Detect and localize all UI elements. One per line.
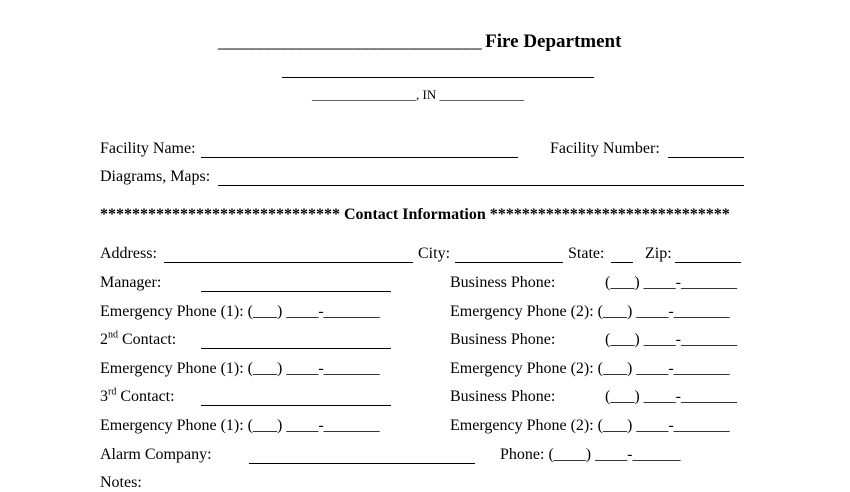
manager-business-phone-label: Business Phone: bbox=[450, 274, 556, 291]
state-field[interactable] bbox=[611, 262, 633, 263]
second-contact-suffix: nd bbox=[108, 329, 118, 341]
manager-emergency-1-row bbox=[100, 303, 380, 321]
zip-field[interactable] bbox=[675, 262, 741, 263]
second-emergency-1-row bbox=[100, 360, 380, 378]
third-contact-text: Contact: bbox=[116, 388, 175, 405]
department-title bbox=[218, 31, 621, 53]
second-emergency-2-label: Emergency Phone (2): bbox=[450, 360, 594, 377]
address-field[interactable] bbox=[164, 262, 413, 263]
facility-name-label: Facility Name: bbox=[100, 140, 196, 157]
alarm-phone-field[interactable]: (____) ____-______ bbox=[548, 446, 681, 463]
diagrams-maps-field[interactable] bbox=[218, 185, 744, 186]
third-emergency-1-field[interactable]: (___) ____-_______ bbox=[247, 417, 380, 434]
third-emergency-2-row bbox=[450, 417, 730, 435]
second-contact-text: Contact: bbox=[118, 331, 177, 348]
diagrams-maps-label: Diagrams, Maps: bbox=[100, 168, 211, 185]
header-state: , IN bbox=[416, 87, 437, 102]
third-emergency-1-row bbox=[100, 417, 380, 435]
third-emergency-2-label: Emergency Phone (2): bbox=[450, 417, 594, 434]
second-emergency-1-label: Emergency Phone (1): bbox=[100, 360, 244, 377]
manager-emergency-2-label: Emergency Phone (2): bbox=[450, 303, 594, 320]
third-business-phone-field[interactable]: (___) ____-_______ bbox=[605, 388, 737, 405]
address-label: Address: bbox=[100, 245, 157, 262]
manager-emergency-2-field[interactable]: (___) ____-_______ bbox=[597, 303, 730, 320]
city-label: City: bbox=[418, 245, 451, 262]
second-emergency-2-row bbox=[450, 360, 730, 378]
second-business-phone-label: Business Phone: bbox=[450, 331, 556, 348]
manager-field[interactable] bbox=[201, 291, 391, 292]
department-suffix: Fire Department bbox=[485, 31, 622, 52]
third-business-phone-label: Business Phone: bbox=[450, 388, 556, 405]
city-field[interactable] bbox=[455, 262, 563, 263]
notes-label: Notes: bbox=[100, 474, 142, 491]
third-contact-label bbox=[100, 388, 175, 406]
manager-emergency-1-field[interactable]: (___) ____-_______ bbox=[247, 303, 380, 320]
second-emergency-1-field[interactable]: (___) ____-_______ bbox=[247, 360, 380, 377]
alarm-company-label: Alarm Company: bbox=[100, 446, 212, 463]
third-contact-field[interactable] bbox=[201, 405, 391, 406]
zip-label: Zip: bbox=[645, 245, 672, 262]
contact-info-heading bbox=[100, 206, 730, 224]
third-emergency-1-label: Emergency Phone (1): bbox=[100, 417, 244, 434]
manager-business-phone-field[interactable]: (___) ____-_______ bbox=[605, 274, 737, 291]
department-name-field[interactable]: ________________________________ bbox=[218, 31, 481, 52]
alarm-phone-label: Phone: bbox=[500, 446, 545, 463]
second-contact-field[interactable] bbox=[201, 348, 391, 349]
stars-left: ****************************** bbox=[100, 206, 340, 223]
header-zip-field[interactable]: _____________ bbox=[439, 87, 524, 102]
third-contact-suffix: rd bbox=[108, 386, 117, 398]
third-contact-number: 3 bbox=[100, 388, 108, 405]
manager-emergency-1-label: Emergency Phone (1): bbox=[100, 303, 244, 320]
manager-label: Manager: bbox=[100, 274, 162, 291]
second-contact-label bbox=[100, 331, 176, 349]
state-label: State: bbox=[568, 245, 605, 262]
header-city-state-zip bbox=[312, 87, 524, 103]
stars-right: ****************************** bbox=[489, 206, 730, 223]
facility-number-label: Facility Number: bbox=[550, 140, 660, 157]
facility-name-field[interactable] bbox=[201, 157, 518, 158]
alarm-phone-row bbox=[500, 446, 680, 464]
second-emergency-2-field[interactable]: (___) ____-_______ bbox=[597, 360, 730, 377]
header-city-field[interactable]: ________________ bbox=[312, 87, 416, 102]
manager-emergency-2-row bbox=[450, 303, 730, 321]
facility-number-field[interactable] bbox=[668, 157, 744, 158]
contact-info-title: Contact Information bbox=[344, 206, 486, 223]
second-business-phone-field[interactable]: (___) ____-_______ bbox=[605, 331, 737, 348]
alarm-company-field[interactable] bbox=[249, 463, 475, 464]
header-address-line[interactable] bbox=[282, 77, 594, 78]
third-emergency-2-field[interactable]: (___) ____-_______ bbox=[597, 417, 730, 434]
second-contact-number: 2 bbox=[100, 331, 108, 348]
